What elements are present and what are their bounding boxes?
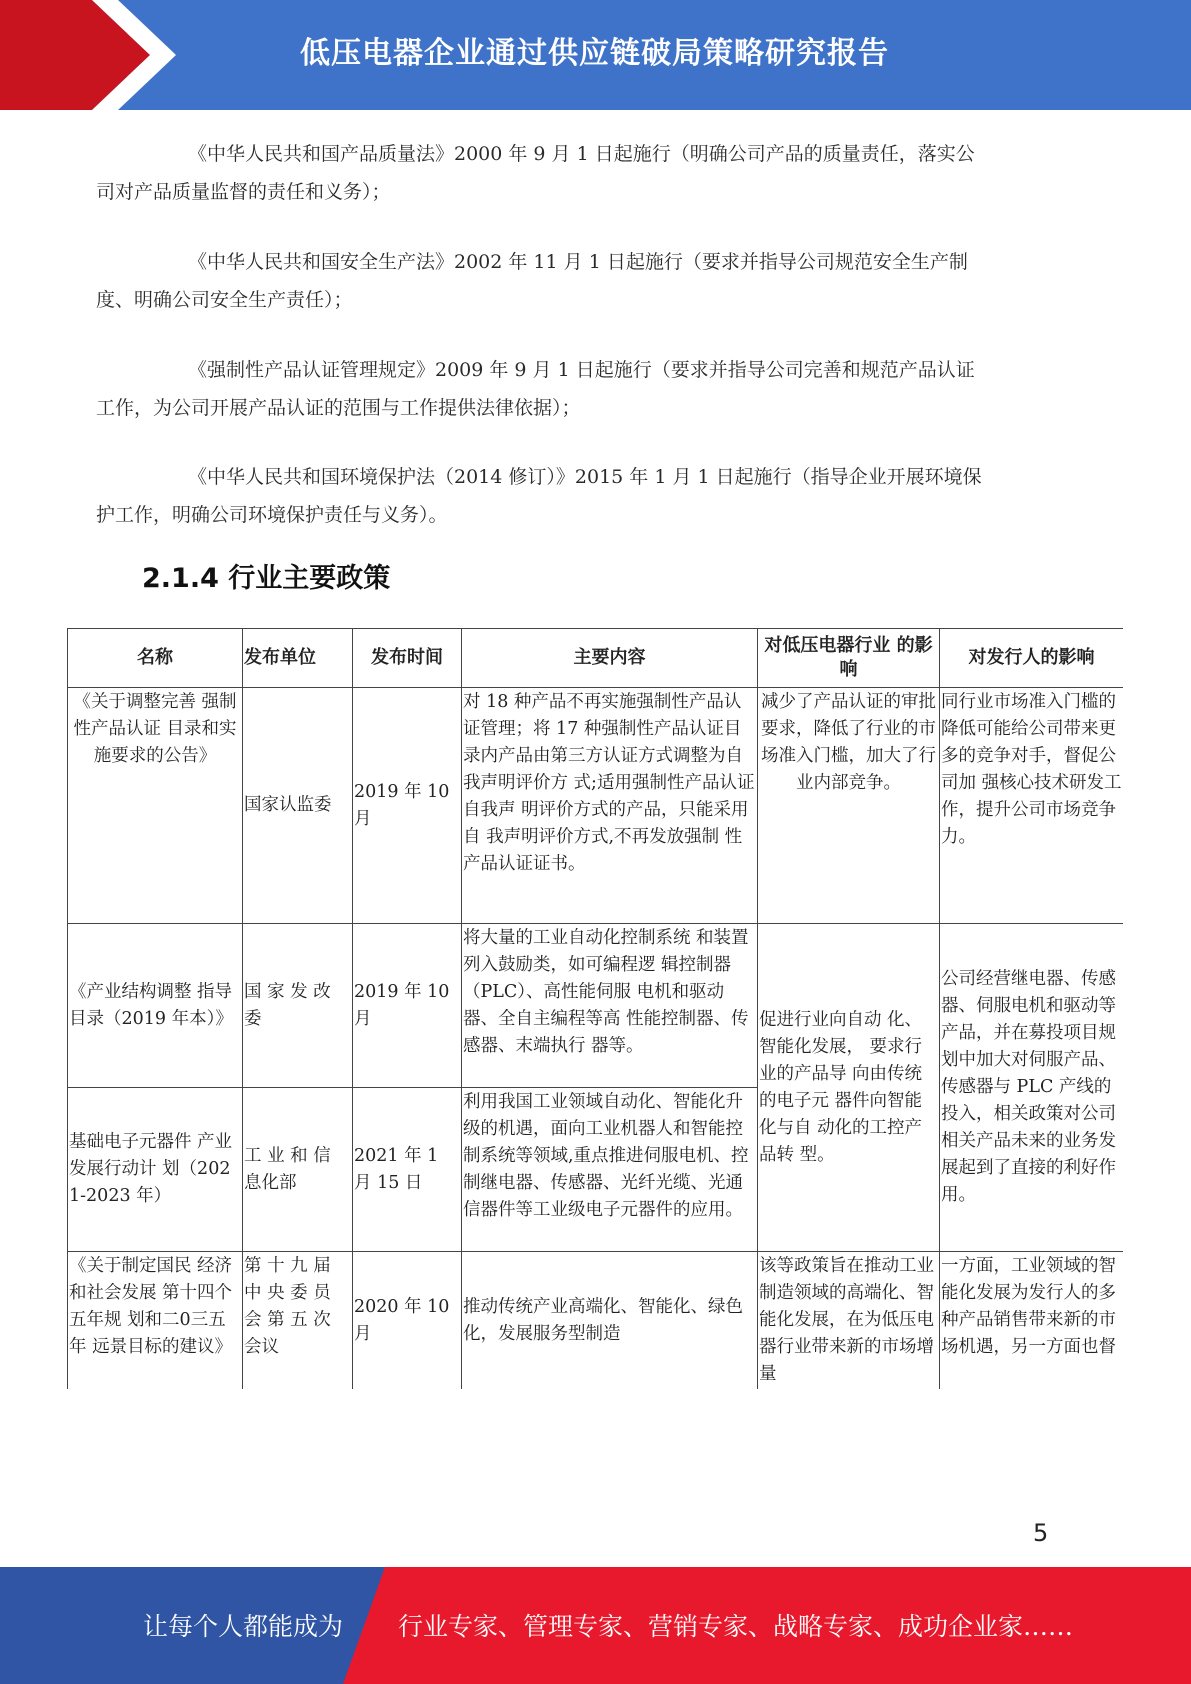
law-paragraph-2 <box>96 243 1042 319</box>
table-row <box>68 924 1124 1088</box>
policy-industry-impact: 减少了产品认证的审批要求，降低了行业的市场准入门槛，加大了行业内部竞争。 <box>758 688 940 924</box>
law-paragraph-2-line1: 《中华人民共和国安全生产法》2002 年 11 月 1 日起施行（要求并指导公司规范安全生产制 <box>188 251 968 273</box>
law-paragraph-3-line2: 工作，为公司开展产品认证的范围与工作提供法律依据）； <box>96 397 581 419</box>
policy-table <box>67 628 1123 1389</box>
column-header-industry-impact: 对低压电器行业 的影响 <box>758 629 940 688</box>
footer-slogan-text: 行业专家、管理专家、营销专家、战略专家、成功企业家…… <box>398 1612 1074 1641</box>
policy-name: 《产业结构调整 指导目录（2019 年本）》 <box>68 924 243 1088</box>
table-row <box>68 1252 1124 1390</box>
policy-content: 推动传统产业高端化、智能化、绿色化，发展服务型制造 <box>462 1252 758 1390</box>
footer-lead-text: 让每个人都能成为 <box>143 1612 344 1641</box>
policy-industry-impact: 该等政策旨在推动工业制造领域的高端化、智能化发展，在为低压电器行业带来新的市场增量 <box>758 1252 940 1390</box>
policy-date: 2019 年 10 月 <box>353 688 462 924</box>
policy-publisher: 国 家 发 改 委 <box>243 924 353 1088</box>
section-heading: 2.1.4 行业主要政策 <box>142 563 391 594</box>
page-header <box>0 0 1191 110</box>
law-paragraph-2-line2: 度、明确公司安全生产责任）； <box>96 289 353 311</box>
law-paragraph-1-line1: 《中华人民共和国产品质量法》2000 年 9 月 1 日起施行（明确公司产品的质量责任，落实公 <box>188 143 975 165</box>
policy-name: 《关于调整完善 强制性产品认证 目录和实施要求的公告》 <box>68 688 243 924</box>
policy-content: 利用我国工业领域自动化、智能化升级的机遇，面向工业机器人和智能控制系统等领域,重点推进伺服电机、控制继电器、传感器、光纤光缆、光通信器件等工业级电子元器件的应用。 <box>462 1088 758 1252</box>
law-paragraph-1 <box>96 135 1042 211</box>
policy-name: 《关于制定国民 经济和社会发展 第十四个五年规 划和二0三五年 远景目标的建议》 <box>68 1252 243 1390</box>
policy-date: 2019 年 10 月 <box>353 924 462 1088</box>
law-paragraph-4 <box>96 458 1042 534</box>
column-header-name: 名称 <box>68 629 243 688</box>
policy-publisher: 工 业 和 信 息化部 <box>243 1088 353 1252</box>
column-header-publisher: 发布单位 <box>243 629 353 688</box>
law-paragraph-4-line2: 护工作，明确公司环境保护责任与义务）。 <box>96 504 448 526</box>
column-header-issuer-impact: 对发行人的影响 <box>940 629 1124 688</box>
report-title: 低压电器企业通过供应链破局策略研究报告 <box>300 36 889 71</box>
page-number: 5 <box>1033 1519 1049 1547</box>
policy-date: 2020 年 10 月 <box>353 1252 462 1390</box>
policy-table-grid <box>67 628 1123 1389</box>
law-paragraph-1-line2: 司对产品质量监督的责任和义务）； <box>96 181 391 203</box>
law-paragraph-3-line1: 《强制性产品认证管理规定》2009 年 9 月 1 日起施行（要求并指导公司完善和规范产品认证 <box>188 359 975 381</box>
policy-issuer-impact: 同行业市场准入门槛的降低可能给公司带来更多的竞争对手，督促公司加 强核心技术研发工作，提升公司市场竞争力。 <box>940 688 1124 924</box>
page-footer <box>0 1567 1191 1684</box>
policy-issuer-impact-merged: 公司经营继电器、传感器、伺服电机和驱动等产品，并在募投项目规划中加大对伺服产品、传感器与 PLC 产线的投入，相关政策对公司相关产品未来的业务发展起到了直接的利好作 用。 <box>940 924 1124 1252</box>
policy-content: 将大量的工业自动化控制系统 和装置列入鼓励类，如可编程逻 辑控制器（PLC）、高性能伺服 电机和驱动器、全自主编程等高 性能控制器、传感器、末端执行 器等。 <box>462 924 758 1088</box>
policy-date: 2021 年 1 月 15 日 <box>353 1088 462 1252</box>
policy-industry-impact-merged: 促进行业向自动 化、智能化发展， 要求行业的产品导 向由传统的电子元 器件向智能化与自 动化的工控产品转 型。 <box>758 924 940 1252</box>
law-paragraph-3 <box>96 351 1042 427</box>
law-paragraph-4-line1: 《中华人民共和国环境保护法（2014 修订）》2015 年 1 月 1 日起施行（指导企业开展环境保 <box>188 466 982 488</box>
policy-publisher: 国家认监委 <box>243 688 353 924</box>
policy-publisher: 第 十 九 届 中 央 委 员 会 第 五 次 会议 <box>243 1252 353 1390</box>
policy-name: 基础电子元器件 产业发展行动计 划（2021-2023 年） <box>68 1088 243 1252</box>
policy-issuer-impact: 一方面，工业领域的智能化发展为发行人的多种产品销售带来新的市场机遇，另一方面也督 <box>940 1252 1124 1390</box>
column-header-content: 主要内容 <box>462 629 758 688</box>
table-row <box>68 688 1124 924</box>
table-header-row <box>68 629 1124 688</box>
column-header-date: 发布时间 <box>353 629 462 688</box>
policy-content: 对 18 种产品不再实施强制性产品认证管理；将 17 种强制性产品认证目录内产品由第三方认证方式调整为自我声明评价方 式;适用强制性产品认证自我声 明评价方式的产品，只能采用自 我声明评价方式,不再发放强制 性产品认证证书。 <box>462 688 758 924</box>
